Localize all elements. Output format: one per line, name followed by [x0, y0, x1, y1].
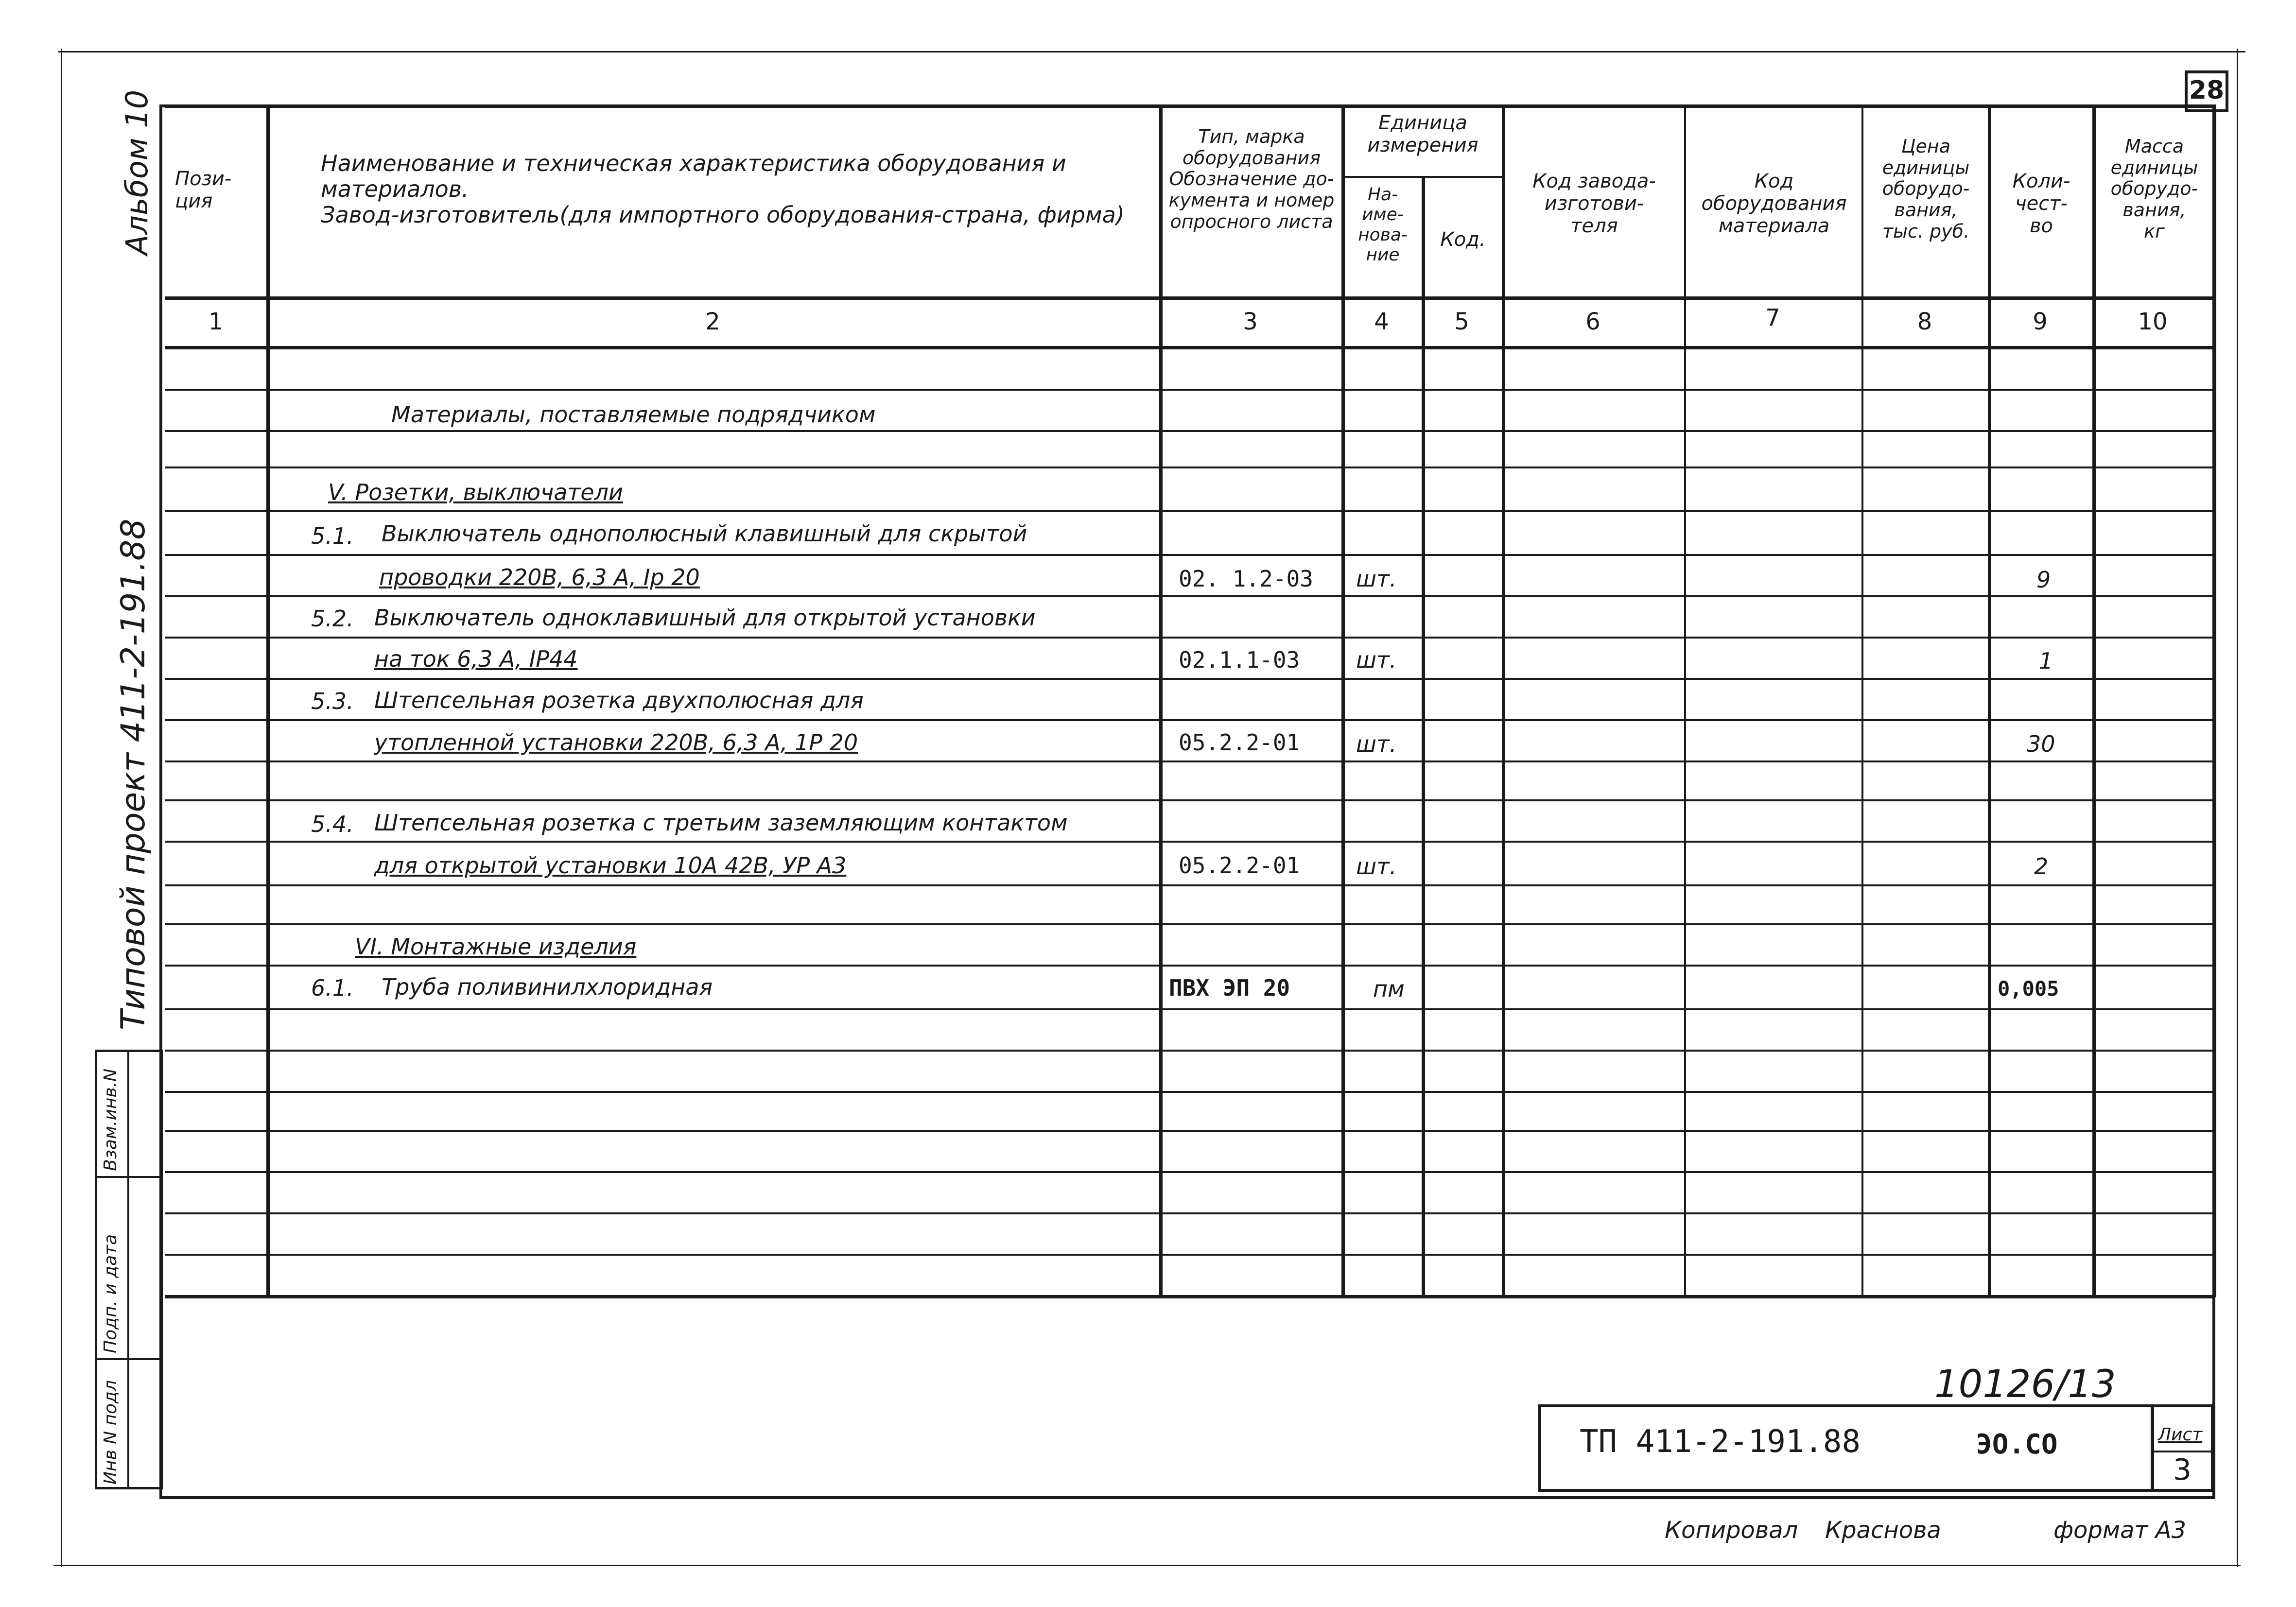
row-type: 05.2.2-01 — [1179, 729, 1300, 756]
col-line-7 — [1861, 104, 1863, 1297]
row-name: VI. Монтажные изделия — [355, 933, 637, 960]
col-line-6 — [1684, 104, 1686, 1297]
project-label: Типовой проект 411-2-191.88 — [114, 518, 153, 1030]
row-line — [165, 884, 2214, 886]
col-number: 2 — [705, 308, 720, 335]
col-number: 7 — [1765, 304, 1780, 331]
header-quantity: Коли- чест- во — [2012, 170, 2070, 237]
row-name: на ток 6,3 А, IP44 — [374, 646, 578, 672]
row-type: 02. 1.2-03 — [1179, 566, 1313, 592]
stamp-sep-2 — [95, 1358, 163, 1360]
header-name: Наименование и техническая характеристика оборудования и материалов. Завод-изготовитель(для импортного оборудования-страна, фирма) — [321, 150, 1125, 228]
row-line — [165, 799, 2214, 801]
row-name: Материалы, поставляемые подрядчиком — [391, 401, 876, 428]
row-line — [165, 923, 2214, 925]
col-number: 5 — [1454, 308, 1469, 335]
col-number: 6 — [1585, 308, 1600, 335]
row-type: 02.1.1-03 — [1179, 647, 1300, 673]
row-line — [165, 1008, 2214, 1010]
row-name: для открытой установки 10А 42В, УР А3 — [374, 852, 847, 879]
col-number: 4 — [1374, 308, 1389, 335]
col-number: 8 — [1917, 308, 1932, 335]
row-unit: шт. — [1356, 731, 1397, 757]
row-name: V. Розетки, выключатели — [328, 479, 623, 505]
table-top-line — [165, 104, 2214, 108]
row-line — [165, 1050, 2214, 1052]
col-number: 9 — [2033, 308, 2048, 335]
header-unit-name: На- име- нова- ние — [1358, 185, 1408, 265]
stamp-sep-1 — [95, 1176, 163, 1178]
footer-copier-name: Краснова — [1825, 1517, 1941, 1544]
row-name: Штепсельная розетка двухполюсная для — [374, 687, 864, 713]
row-name: проводки 220В, 6,3 А, Ір 20 — [379, 564, 700, 590]
row-line — [165, 678, 2214, 680]
section-code: ЭО.СО — [1976, 1429, 2058, 1460]
row-line — [165, 1130, 2214, 1132]
row-line — [165, 1171, 2214, 1173]
col-number: 3 — [1243, 308, 1258, 335]
row-name: Выключатель однополюсный клавишный для скрытой — [382, 520, 1027, 547]
header-unit-group: Единица измерения — [1367, 112, 1478, 156]
row-unit: пм — [1373, 976, 1405, 1002]
colnum-bottom-line — [165, 346, 2214, 349]
row-quantity: 9 — [2036, 567, 2051, 593]
row-name: Труба поливинилхлоридная — [382, 974, 713, 1000]
row-unit: шт. — [1356, 566, 1397, 592]
row-unit: шт. — [1356, 647, 1397, 673]
row-type: 05.2.2-01 — [1179, 852, 1300, 879]
col-line-8 — [1988, 104, 1991, 1297]
corner-sheet-number: 28 — [2189, 76, 2225, 105]
row-position: 6.1. — [311, 975, 354, 1001]
header-equipment-code: Код оборудования материала — [1701, 170, 1847, 237]
header-position: Пози- ция — [175, 168, 232, 212]
row-line — [165, 389, 2214, 391]
sheet-label: Лист — [2158, 1425, 2203, 1445]
col-line-9 — [2092, 104, 2096, 1297]
row-quantity: 0,005 — [1998, 977, 2059, 1001]
document-code: ТП 411-2-191.88 — [1580, 1424, 1861, 1460]
row-line — [165, 719, 2214, 721]
row-line — [165, 430, 2214, 432]
stamp-label-inventory: Инв N подл — [101, 1380, 121, 1485]
row-line — [165, 1254, 2214, 1256]
row-name: Выключатель одноклавишный для открытой установки — [374, 605, 1036, 631]
stamp-label-signature: Подп. и дата — [101, 1234, 121, 1353]
row-line — [165, 965, 2214, 967]
col-line-3 — [1341, 104, 1345, 1297]
stamp-label-replace: Взам.инв.N — [101, 1068, 121, 1171]
col-number: 10 — [2138, 308, 2168, 335]
row-position: 5.4. — [311, 811, 354, 837]
row-line — [165, 841, 2214, 843]
row-position: 5.1. — [311, 523, 354, 549]
col-line-2 — [1159, 104, 1163, 1297]
row-line — [165, 595, 2214, 597]
header-unit-code: Код. — [1440, 228, 1486, 251]
col-line-4 — [1422, 176, 1425, 1297]
album-label: Альбом 10 — [119, 89, 155, 255]
row-line — [165, 1091, 2214, 1093]
row-position: 5.2. — [311, 605, 354, 632]
header-factory-code: Код завода- изготови- теля — [1532, 170, 1656, 237]
handwritten-number: 10126/13 — [1934, 1363, 2116, 1406]
header-mass: Масса единицы оборудо- вания, кг — [2110, 136, 2198, 242]
footer-copied: Копировал — [1665, 1517, 1798, 1544]
crop-line-left — [61, 49, 62, 1567]
row-unit: шт. — [1356, 853, 1397, 880]
row-quantity: 1 — [2039, 648, 2053, 674]
footer-format: формат А3 — [2053, 1517, 2187, 1544]
row-line — [165, 510, 2214, 512]
sheet-cell-divider — [2151, 1451, 2214, 1452]
row-name: Штепсельная розетка с третьим заземляющим контактом — [374, 810, 1068, 836]
table-bottom-line — [165, 1295, 2214, 1298]
row-line — [165, 554, 2214, 556]
sheet-value: 3 — [2173, 1453, 2192, 1487]
row-line — [165, 1212, 2214, 1214]
col-number: 1 — [208, 308, 224, 335]
row-quantity: 2 — [2034, 853, 2049, 880]
row-line — [165, 467, 2214, 468]
row-line — [165, 760, 2214, 762]
crop-line-top — [58, 51, 2245, 52]
stamp-strip-divider — [127, 1050, 129, 1489]
row-name: утопленной установки 220В, 6,3 А, 1Р 20 — [374, 729, 858, 756]
header-bottom-line — [165, 296, 2214, 300]
row-type: ПВХ ЭП 20 — [1169, 975, 1290, 1001]
col-line-5 — [1502, 104, 1505, 1297]
header-price: Цена единицы оборудо- вания, тыс. руб. — [1882, 136, 1970, 242]
row-line — [165, 637, 2214, 639]
row-position: 5.3. — [311, 688, 354, 714]
col-line-10 — [2213, 104, 2216, 1297]
header-type: Тип, марка оборудования Обозначение до- кумента и номер опросного листа — [1168, 126, 1335, 232]
col-line-1 — [266, 104, 270, 1297]
row-quantity: 30 — [2027, 731, 2055, 757]
crop-line-right — [2237, 49, 2238, 1567]
crop-line-bottom — [53, 1565, 2241, 1566]
